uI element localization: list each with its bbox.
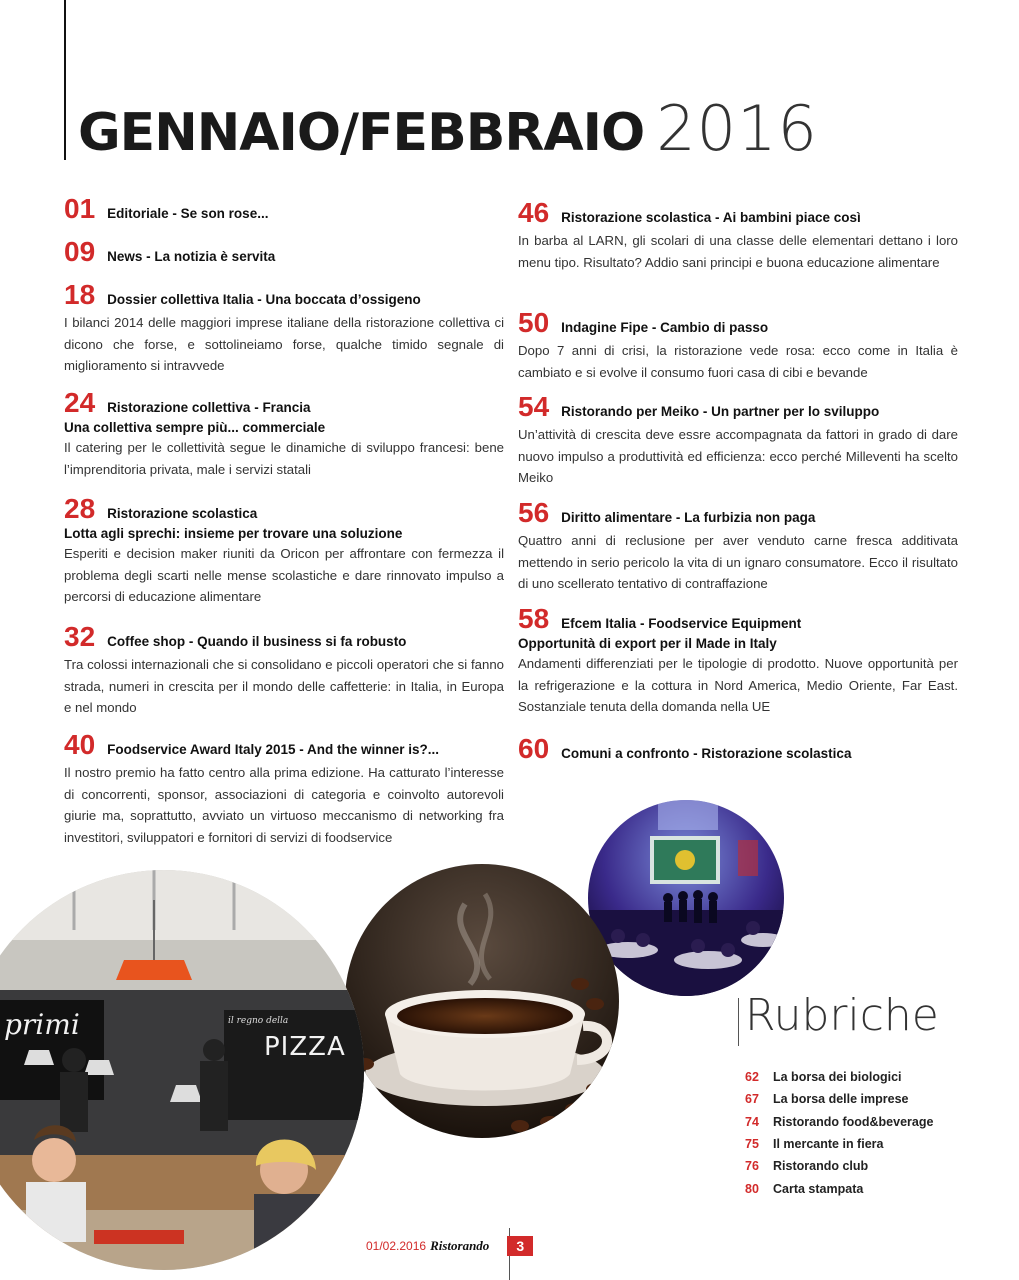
rubrica-label: La borsa delle imprese	[773, 1092, 909, 1107]
page-number: 28	[64, 493, 96, 524]
rubrica-item[interactable]	[745, 1133, 933, 1155]
rubriche-title: Rubriche	[745, 990, 939, 1041]
footer-magazine: Ristorando	[430, 1238, 490, 1253]
cafeteria-sign-primi: primi	[4, 1008, 80, 1041]
rubrica-page: 74	[745, 1114, 759, 1129]
entry-title: Indagine Fipe - Cambio di passo	[561, 320, 769, 335]
entry-title: Foodservice Award Italy 2015 - And the winner is?...	[107, 742, 440, 757]
entry-title: Coffee shop - Quando il business si fa robusto	[107, 634, 407, 649]
rubriche-list	[745, 1066, 933, 1200]
toc-entry[interactable]	[518, 198, 958, 273]
entry-title: News - La notizia è servita	[107, 249, 276, 264]
toc-entry[interactable]	[64, 622, 504, 719]
toc-entry[interactable]	[64, 194, 504, 224]
entry-title: Ristorazione collettiva - Francia	[107, 400, 311, 415]
page-number: 46	[518, 197, 550, 228]
page-number: 18	[64, 279, 96, 310]
entry-title: Comuni a confronto - Ristorazione scolastica	[561, 746, 852, 761]
entry-title: Efcem Italia - Foodservice Equipment	[561, 616, 802, 631]
entry-title: Editoriale - Se son rose...	[107, 206, 269, 221]
entry-title: Ristorando per Meiko - Un partner per lo sviluppo	[561, 404, 880, 419]
coffee-cup-photo	[345, 864, 619, 1138]
toc-entry[interactable]	[64, 388, 504, 480]
toc-entry[interactable]	[64, 494, 504, 608]
rubrica-page: 80	[745, 1181, 759, 1196]
page-number: 56	[518, 497, 550, 528]
title-year: 2016	[656, 92, 818, 165]
page-number: 40	[64, 729, 96, 760]
toc-entry[interactable]	[64, 730, 504, 848]
page-footer	[366, 1236, 533, 1256]
rubrica-page: 76	[745, 1159, 759, 1174]
page-number: 09	[64, 236, 96, 267]
entry-description: In barba al LARN, gli scolari di una classe delle elementari dettano i loro menu tipo. Risultato? Addio sani principi e buona educazione alimentare	[518, 233, 958, 270]
rubrica-item[interactable]	[745, 1066, 933, 1088]
toc-entry[interactable]	[518, 392, 958, 489]
entry-title: Dossier collettiva Italia - Una boccata d’ossigeno	[107, 292, 421, 307]
rubrica-item[interactable]	[745, 1111, 933, 1133]
page-number: 58	[518, 603, 550, 634]
rubrica-label: Ristorando food&beverage	[773, 1114, 934, 1129]
page-number: 50	[518, 307, 550, 338]
rubrica-page: 62	[745, 1070, 759, 1085]
entry-subtitle: Una collettiva sempre più... commerciale	[64, 420, 326, 435]
entry-description: Quattro anni di reclusione per aver venduto carne fresca additivata mettendo in serio pericolo la vita di un ignaro consumatore. Ecco il risultato di uno scellerato tentativo di contraffazione	[518, 533, 958, 591]
entry-title: Diritto alimentare - La furbizia non paga	[561, 510, 816, 525]
entry-description: Andamenti differenziati per le tipologie di prodotto. Nuove opportunità per la refrigerazione e la cottura in Nord America, Medio Oriente, Far East. Sostanziale tenuta della domanda nella UE	[518, 656, 958, 714]
entry-description: Esperiti e decision maker riuniti da Oricon per affrontare con fermezza il problema degli scarti nelle mense scolastiche e dare rinnovato impulso a percorsi di educazione alimentare	[64, 546, 504, 604]
toc-entry[interactable]	[518, 498, 958, 595]
rubrica-page: 75	[745, 1137, 759, 1152]
rubrica-label: Carta stampata	[773, 1181, 864, 1196]
entry-subtitle: Lotta agli sprechi: insieme per trovare una soluzione	[64, 526, 403, 541]
page-title	[78, 92, 818, 165]
cafeteria-photo	[0, 870, 364, 1270]
page-number: 54	[518, 391, 550, 422]
entry-description: Il nostro premio ha fatto centro alla prima edizione. Ha catturato l’interesse di concorrenti, sponsor, associazioni di categoria e coinvolto autorevoli giurie ma, soprattutto, avviato un virtuoso meccanismo di networking fra investitori, sviluppatori e fornitori di servizi di foodservice	[64, 765, 504, 845]
entry-description: Un’attività di crescita deve essre accompagnata da fattori in grado di dare nuovo impulso a produttività ed efficienza: ecco perché Milleventi ha scelto Meiko	[518, 427, 958, 485]
entry-description: I bilanci 2014 delle maggiori imprese italiane della ristorazione collettiva ci dicono che forse, e sottolineiamo forse, qualche timido segnale di miglioramento si intravvede	[64, 315, 504, 373]
title-months: GENNAIO/FEBBRAIO	[78, 103, 645, 163]
footer-page-number: 3	[507, 1236, 533, 1256]
rubrica-label: La borsa dei biologici	[773, 1070, 902, 1085]
entry-description: Il catering per le collettività segue le dinamiche di sviluppo francesi: bene l’imprenditoria privata, male i servizi statali	[64, 440, 504, 477]
footer-date: 01/02.2016	[366, 1239, 427, 1253]
toc-entry[interactable]	[518, 308, 958, 383]
rubrica-label: Ristorando club	[773, 1159, 869, 1174]
entry-description: Tra colossi internazionali che si consolidano e piccoli operatori che si fanno strada, numeri in crescita per il mondo delle caffetterie: in Italia, in Europa e nel mondo	[64, 657, 504, 715]
entry-subtitle: Opportunità di export per il Made in Italy	[518, 636, 777, 651]
rubrica-item[interactable]	[745, 1177, 933, 1199]
cafeteria-sign-small: il regno della	[228, 1016, 289, 1026]
toc-entry[interactable]	[64, 280, 504, 377]
page-number: 32	[64, 621, 96, 652]
cafeteria-sign-pizza: PIZZA	[264, 1032, 346, 1062]
entry-title: Ristorazione scolastica	[107, 506, 258, 521]
rubrica-page: 67	[745, 1092, 759, 1107]
entry-title: Ristorazione scolastica - Ai bambini piace così	[561, 210, 861, 225]
award-event-photo	[588, 800, 784, 996]
rubriche-vertical-rule	[738, 998, 739, 1046]
page-number: 24	[64, 387, 96, 418]
top-vertical-rule	[64, 0, 66, 160]
rubrica-item[interactable]	[745, 1155, 933, 1177]
toc-entry[interactable]	[518, 734, 958, 764]
rubrica-item[interactable]	[745, 1088, 933, 1110]
rubrica-label: Il mercante in fiera	[773, 1137, 884, 1152]
page-number: 60	[518, 733, 550, 764]
entry-description: Dopo 7 anni di crisi, la ristorazione vede rosa: ecco come in Italia è cambiato e si evolve il consumo fuori casa di cibi e bevande	[518, 343, 958, 380]
page-number: 01	[64, 193, 96, 224]
toc-entry[interactable]	[64, 237, 504, 267]
toc-entry[interactable]	[518, 604, 958, 718]
